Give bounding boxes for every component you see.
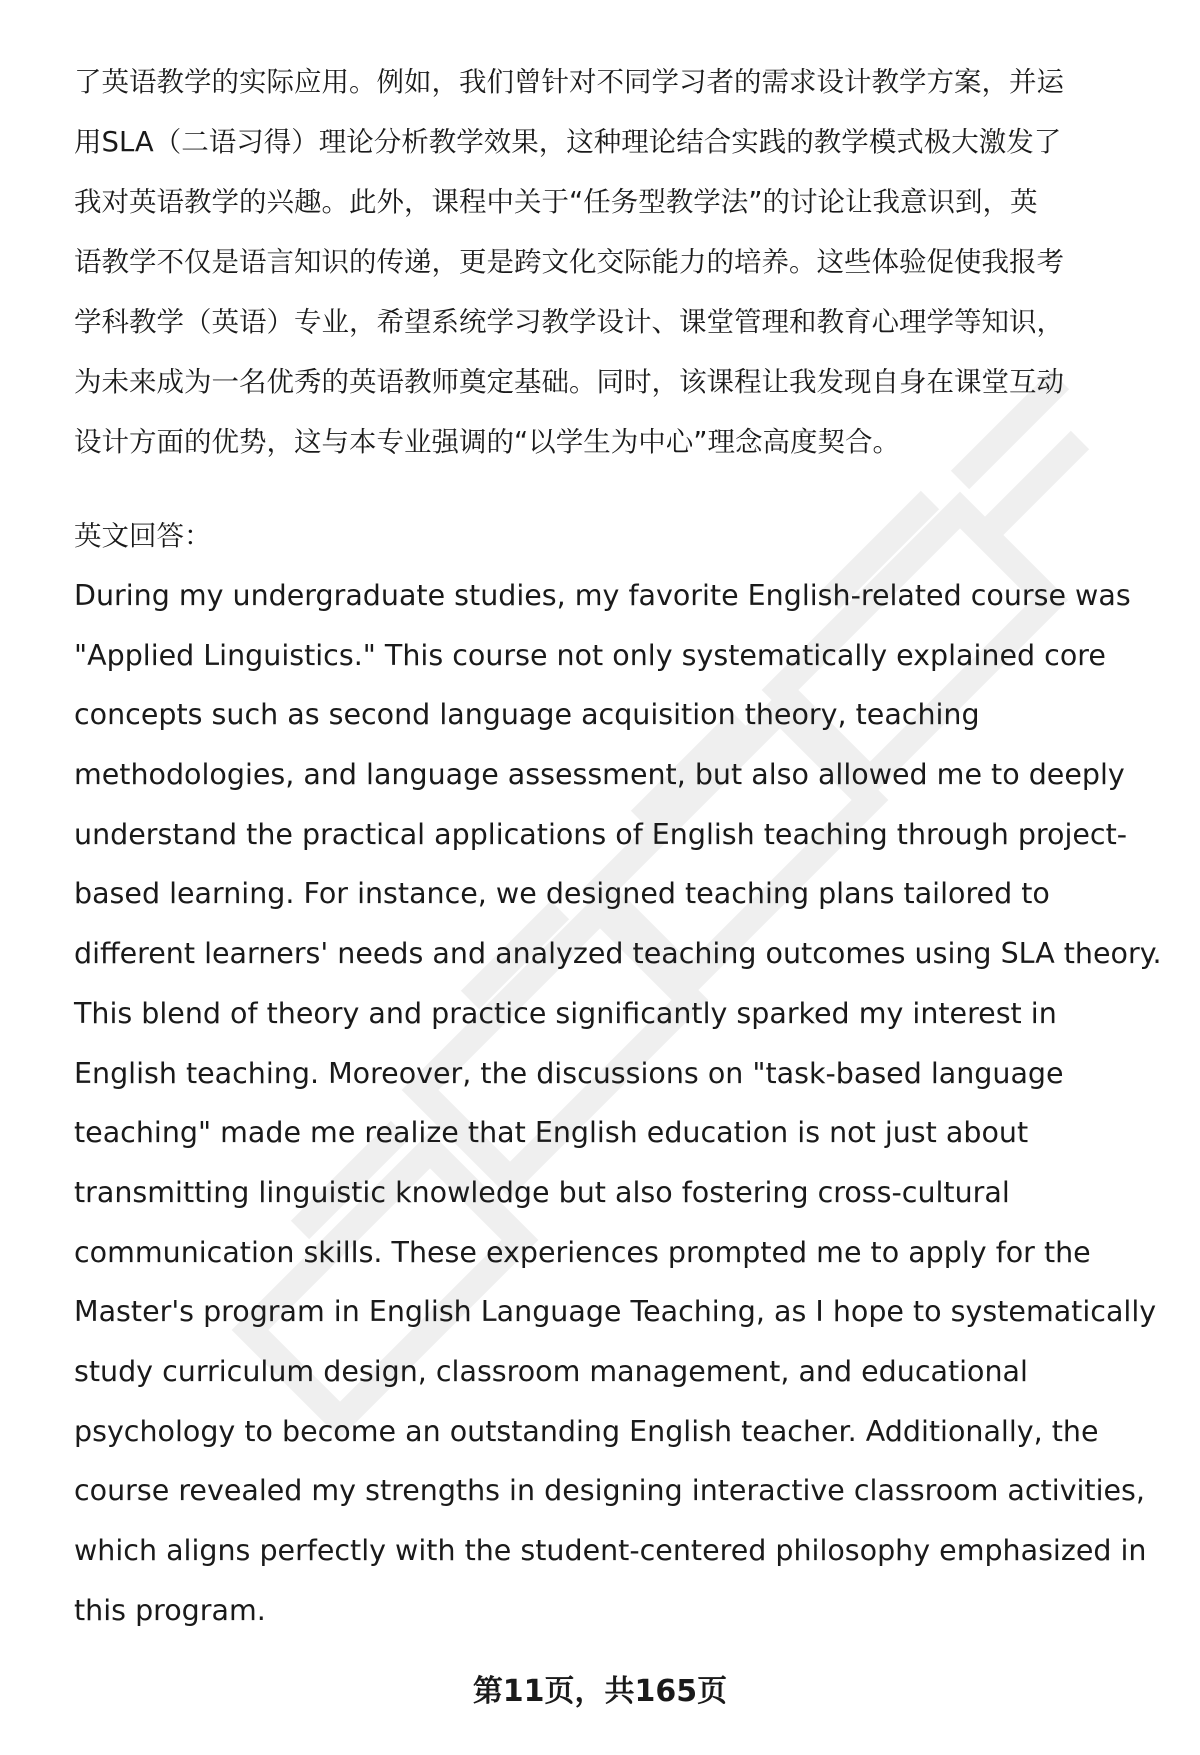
english-line: transmitting linguistic knowledge but also fostering cross-cultural [74,1175,1010,1209]
english-line: course revealed my strengths in designing interactive classroom activities, [74,1474,1145,1508]
english-line: communication skills. These experiences prompted me to apply for the [74,1235,1091,1269]
english-line: psychology to become an outstanding English teacher. Additionally, the [74,1414,1099,1448]
english-line: "Applied Linguistics." This course not only systematically explained core [74,638,1106,672]
page-number-footer: 第11页，共165页 [472,1674,728,1709]
english-answer-paragraph [74,566,1162,1640]
chinese-line: 学科教学（英语）专业，希望系统学习教学设计、课堂管理和教育心理学等知识， [74,306,1064,338]
english-line: which aligns perfectly with the student-centered philosophy emphasized in [74,1534,1147,1567]
english-line: different learners' needs and analyzed teaching outcomes using SLA theory. [74,937,1162,971]
chinese-line: 我对英语教学的兴趣。此外，课程中关于“任务型教学法”的讨论让我意识到，英 [74,186,1038,218]
english-line: this program. [74,1593,266,1627]
english-line: During my undergraduate studies, my favorite English-related course was [74,579,1131,612]
chinese-line: 为未来成为一名优秀的英语教师奠定基础。同时，该课程让我发现自身在课堂互动 [74,366,1064,398]
english-line: teaching" made me realize that English education is not just about [74,1116,1029,1150]
english-line: methodologies, and language assessment, but also allowed me to deeply [74,758,1125,792]
english-line: English teaching. Moreover, the discussions on "task-based language [74,1056,1064,1090]
chinese-line: 语教学不仅是语言知识的传递，更是跨文化交际能力的培养。这些体验促使我报考 [74,246,1064,278]
english-answer-heading: 英文回答： [74,520,212,552]
english-line: Master's program in English Language Teaching, as I hope to systematically [74,1295,1157,1329]
english-line: study curriculum design, classroom management, and educational [74,1354,1028,1388]
english-line: This blend of theory and practice significantly sparked my interest in [74,996,1057,1030]
english-line: concepts such as second language acquisition theory, teaching [74,698,980,732]
chinese-line: 了英语教学的实际应用。例如，我们曾针对不同学习者的需求设计教学方案，并运 [74,66,1064,98]
page-content [74,52,1162,1640]
chinese-line: 设计方面的优势，这与本专业强调的“以学生为中心”理念高度契合。 [74,426,900,458]
english-line: understand the practical applications of English teaching through project- [74,817,1128,851]
english-line: based learning. For instance, we designed teaching plans tailored to [74,877,1050,911]
chinese-answer-paragraph [74,52,1154,472]
chinese-line: 用SLA（二语习得）理论分析教学效果，这种理论结合实践的教学模式极大激发了 [74,126,1062,158]
